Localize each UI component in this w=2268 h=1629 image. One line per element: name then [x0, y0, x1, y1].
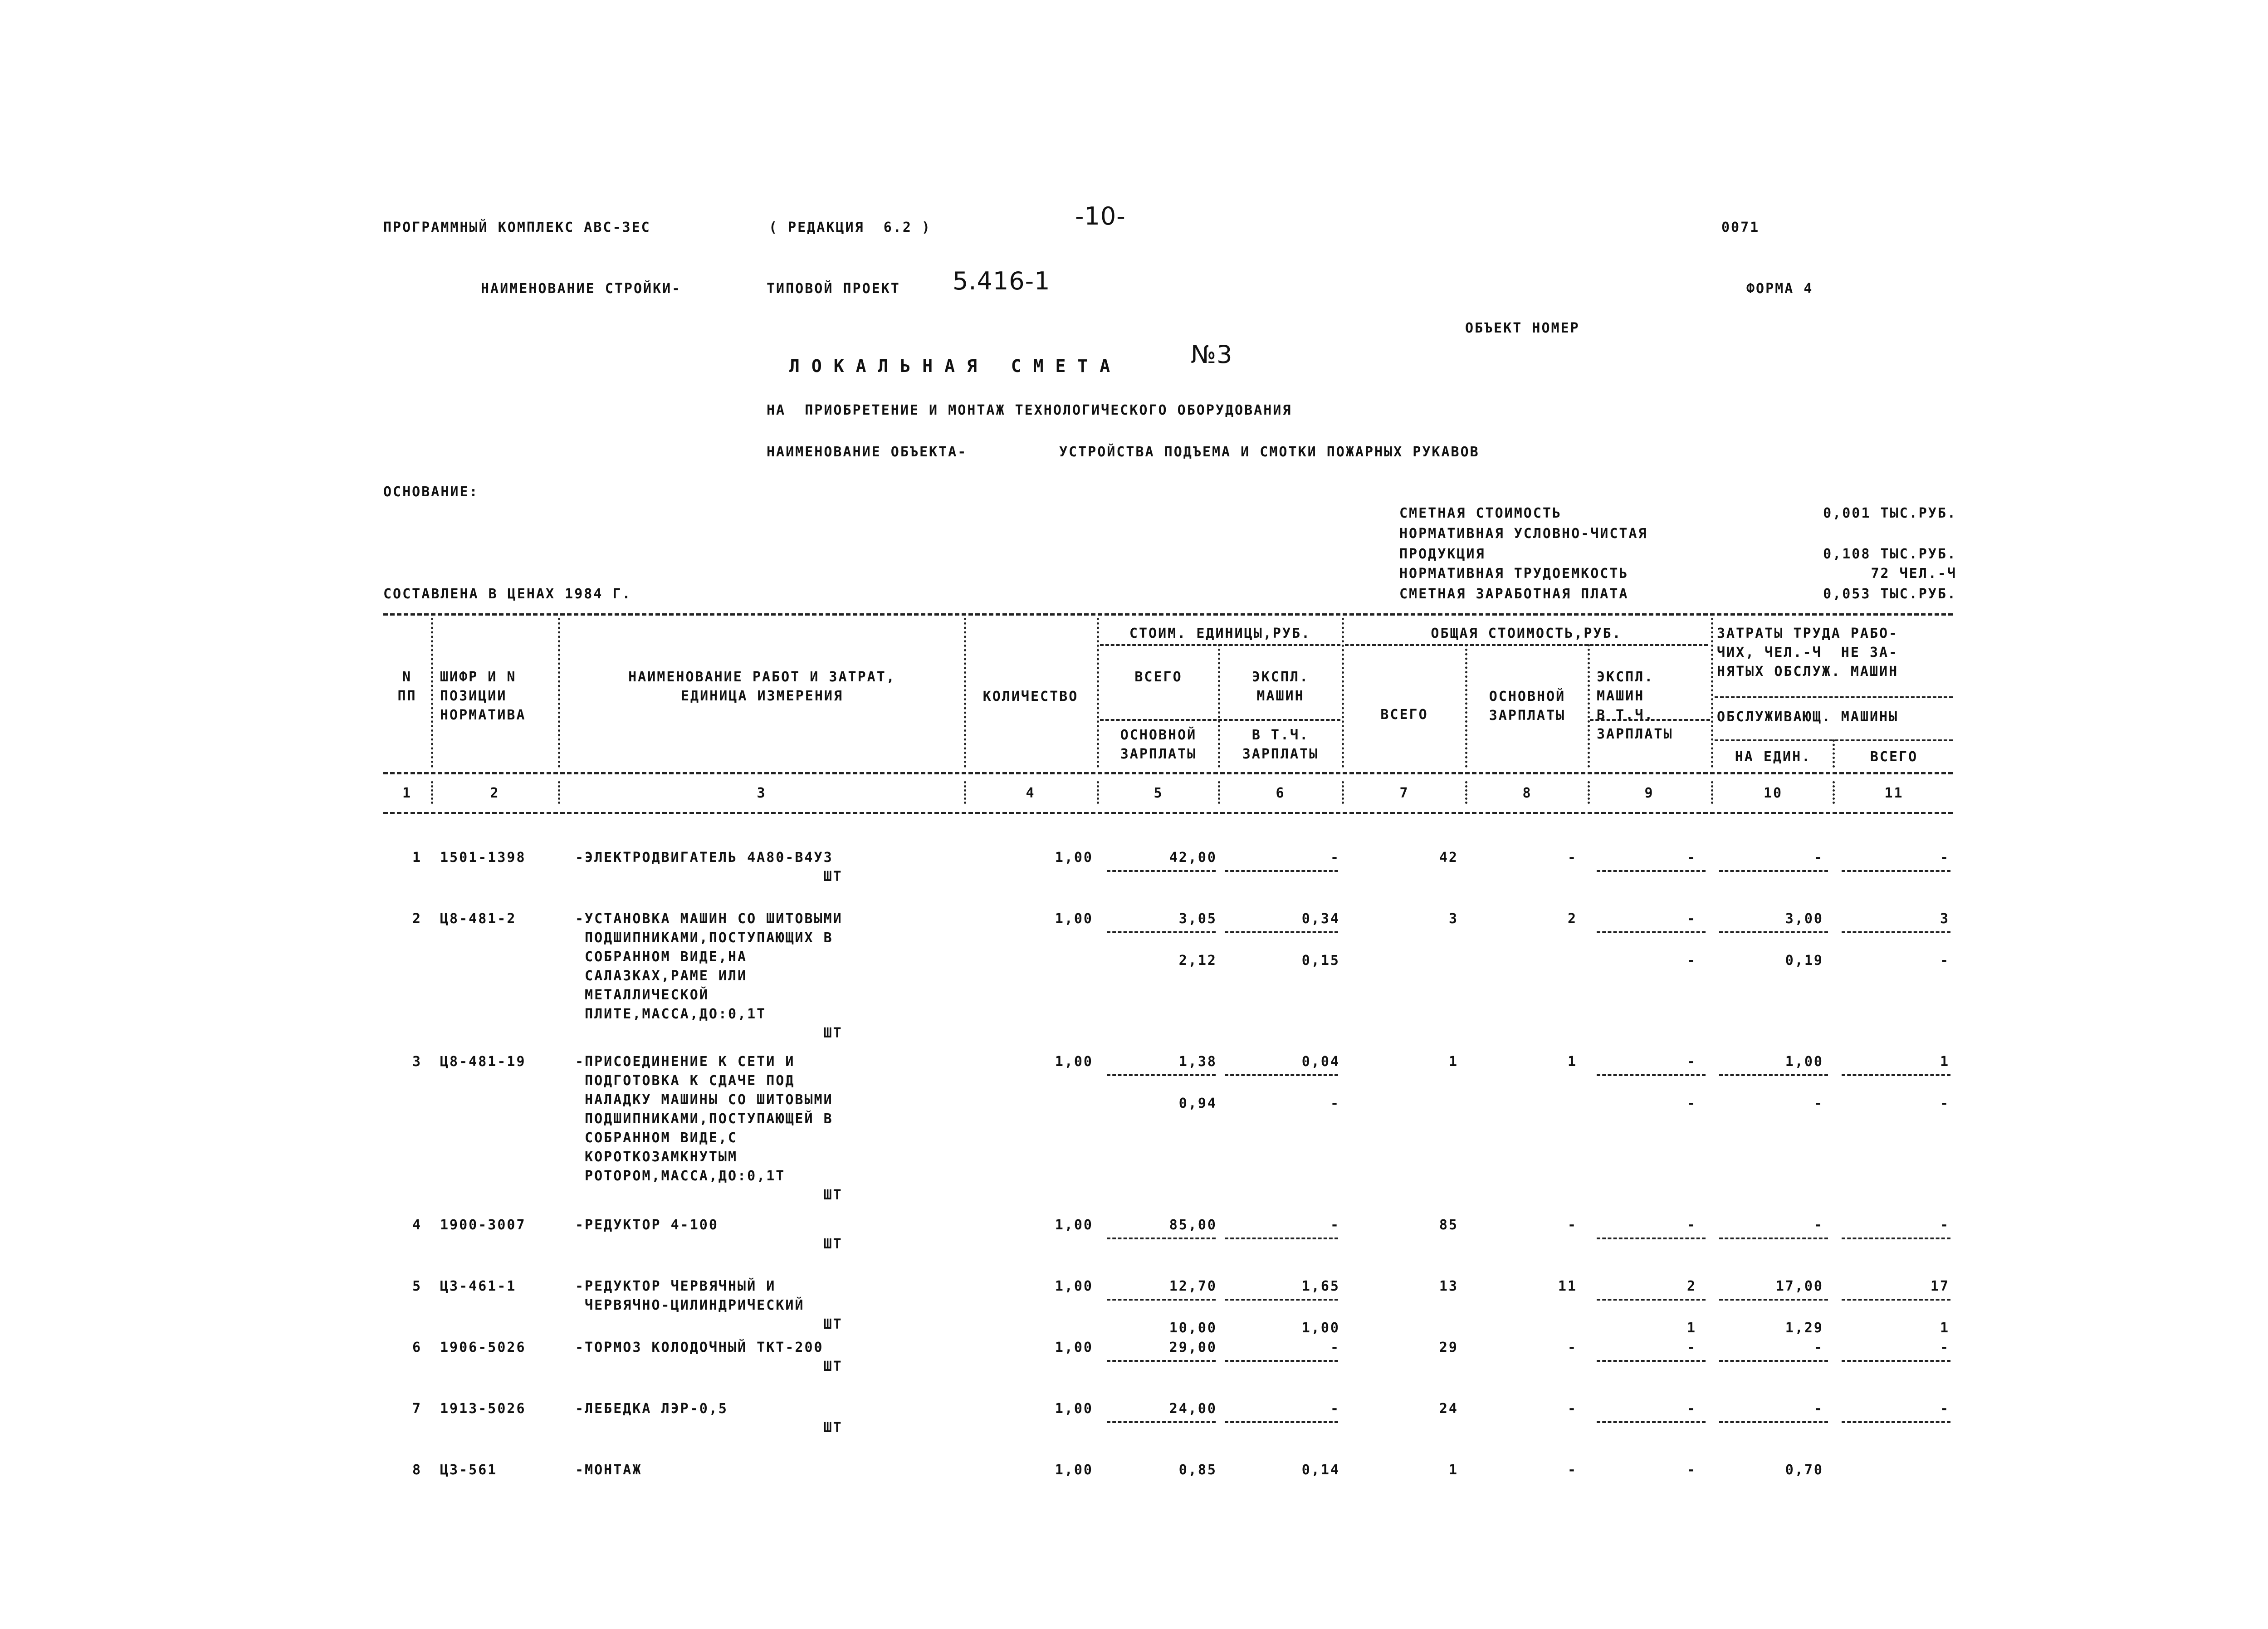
row-labor-unit: -	[1813, 1340, 1823, 1355]
row-code: Ц8-481-2	[440, 911, 517, 927]
row-quantity: 1,00	[1055, 1462, 1093, 1478]
row-unit-machines: -	[1330, 1217, 1340, 1233]
object-label: НАИМЕНОВАНИЕ ОБЪЕКТА-	[767, 444, 968, 460]
row-number: 3	[412, 1054, 422, 1070]
row-labor-unit: -	[1813, 1401, 1823, 1417]
summary-label: НОРМАТИВНАЯ УСЛОВНО-ЧИСТАЯ	[1399, 526, 1648, 542]
row-total: 13	[1439, 1278, 1458, 1294]
row-unit-total: 0,85	[1178, 1462, 1217, 1478]
row-unit-machines: 1,65	[1301, 1278, 1340, 1294]
row-unit-machines: -	[1330, 850, 1340, 866]
row-labor-machines-unit: 1,29	[1785, 1320, 1823, 1336]
header-bottom-rule	[383, 772, 1953, 774]
row-number: 1	[412, 850, 422, 866]
col-num: 4	[1026, 785, 1036, 801]
row-unit-machines: 0,34	[1301, 911, 1340, 927]
row-code: 1906-5026	[440, 1340, 526, 1355]
row-unit-machines: -	[1330, 1401, 1340, 1417]
row-labor-unit: 3,00	[1785, 911, 1823, 927]
row-unit-total: 29,00	[1169, 1340, 1217, 1355]
row-quantity: 1,00	[1055, 911, 1093, 927]
col-header-unit-machine-wage: В Т.Ч. ЗАРПЛАТЫ	[1242, 727, 1319, 762]
row-labor-total: 1	[1940, 1054, 1950, 1070]
row-machine-wage: -	[1686, 953, 1696, 969]
row-quantity: 1,00	[1055, 1217, 1093, 1233]
table-top-rule	[383, 613, 1953, 616]
col-num: 5	[1154, 785, 1163, 801]
row-name: -РЕДУКТОР ЧЕРВЯЧНЫЙ И ЧЕРВЯЧНО-ЦИЛИНДРИЧЕСКИЙ ШТ	[575, 1278, 843, 1332]
row-name: -ТОРМОЗ КОЛОДОЧНЫЙ ТКТ-200 ШТ	[575, 1340, 843, 1375]
row-labor-total: -	[1940, 1401, 1950, 1417]
object-value: УСТРОЙСТВА ПОДЪЕМА И СМОТКИ ПОЖАРНЫХ РУКАВОВ	[1059, 444, 1480, 460]
row-name: -УСТАНОВКА МАШИН СО ШИТОВЫМИ ПОДШИПНИКАМИ,ПОСТУПАЮЩИХ В СОБРАННОМ ВИДЕ,НА САЛАЗКАХ,РАМЕ ИЛИ МЕТАЛЛИЧЕСКОЙ ПЛИТЕ,МАССА,ДО:0,1Т ШТ	[575, 911, 843, 1041]
summary-label: НОРМАТИВНАЯ ТРУДОЕМКОСТЬ	[1399, 566, 1629, 582]
form-label: ФОРМА 4	[1746, 281, 1813, 297]
col-header-labor-machines: ОБСЛУЖИВАЮЩ. МАШИНЫ	[1717, 709, 1899, 725]
row-labor-machines-total: -	[1940, 953, 1950, 969]
row-labor-unit: -	[1813, 850, 1823, 866]
row-name: -РЕДУКТОР 4-100 ШТ	[575, 1217, 843, 1252]
row-unit-wage: 10,00	[1169, 1320, 1217, 1336]
row-total-machines: -	[1686, 1401, 1696, 1417]
row-number: 7	[412, 1401, 422, 1417]
col-header-unit-wage: ОСНОВНОЙ ЗАРПЛАТЫ	[1120, 727, 1197, 762]
row-machine-wage: -	[1686, 1096, 1696, 1111]
row-labor-unit: 0,70	[1785, 1462, 1823, 1478]
row-labor-unit: 17,00	[1775, 1278, 1823, 1294]
row-quantity: 1,00	[1055, 1340, 1093, 1355]
row-labor-unit: 1,00	[1785, 1054, 1823, 1070]
basis-label: ОСНОВАНИЕ:	[383, 484, 479, 500]
col-header-unit-total: ВСЕГО	[1134, 669, 1183, 685]
row-number: 2	[412, 911, 422, 927]
summary-value: 0,053 ТЫС.РУБ.	[1823, 586, 1957, 602]
row-unit-total: 1,38	[1178, 1054, 1217, 1070]
col-num: 3	[757, 785, 767, 801]
row-unit-machine-wage: 0,15	[1301, 953, 1340, 969]
row-labor-total: -	[1940, 1217, 1950, 1233]
row-labor-total: 3	[1940, 911, 1950, 927]
row-machine-wage: 1	[1686, 1320, 1696, 1336]
row-unit-total: 85,00	[1169, 1217, 1217, 1233]
col-header-qty: КОЛИЧЕСТВО	[982, 689, 1079, 704]
col-num: 7	[1399, 785, 1409, 801]
row-total: 1	[1448, 1462, 1458, 1478]
row-number: 5	[412, 1278, 422, 1294]
summary-label: ПРОДУКЦИЯ	[1399, 546, 1486, 562]
row-number: 6	[412, 1340, 422, 1355]
col-header-total-cost: ОБЩАЯ СТОИМОСТЬ,РУБ.	[1431, 626, 1622, 641]
row-total-machines: -	[1686, 911, 1696, 927]
document-subtitle: НА ПРИОБРЕТЕНИЕ И МОНТАЖ ТЕХНОЛОГИЧЕСКОГО ОБОРУДОВАНИЯ	[767, 402, 1292, 418]
object-number: ОБЪЕКТ НОМЕР	[1465, 320, 1580, 336]
row-total-wage: -	[1567, 1462, 1577, 1478]
row-unit-wage: 2,12	[1178, 953, 1217, 969]
row-unit-total: 24,00	[1169, 1401, 1217, 1417]
row-total: 29	[1439, 1340, 1458, 1355]
edition-label: ( РЕДАКЦИЯ 6.2 )	[769, 220, 932, 235]
row-unit-wage: 0,94	[1178, 1096, 1217, 1111]
row-labor-machines-unit: -	[1813, 1096, 1823, 1111]
project-number: 5.416-1	[953, 267, 1051, 295]
col-num: 9	[1644, 785, 1654, 801]
row-code: Ц3-461-1	[440, 1278, 517, 1294]
page-number: -10-	[1075, 202, 1126, 230]
row-quantity: 1,00	[1055, 850, 1093, 866]
row-total-machines: -	[1686, 1217, 1696, 1233]
numbers-bottom-rule	[383, 812, 1953, 814]
row-code: Ц8-481-19	[440, 1054, 526, 1070]
row-unit-total: 42,00	[1169, 850, 1217, 866]
row-labor-total: -	[1940, 850, 1950, 866]
col-num: 8	[1522, 785, 1532, 801]
row-total-machines: -	[1686, 850, 1696, 866]
row-unit-machine-wage: -	[1330, 1096, 1340, 1111]
stroyka-value: ТИПОВОЙ ПРОЕКТ	[767, 281, 900, 297]
col-header-total-wage: ОСНОВНОЙ ЗАРПЛАТЫ	[1489, 689, 1566, 724]
summary-value: 0,001 ТЫС.РУБ.	[1823, 505, 1957, 521]
col-num: 2	[490, 785, 500, 801]
row-total-wage: 1	[1567, 1054, 1577, 1070]
summary-label: СМЕТНАЯ СТОИМОСТЬ	[1399, 505, 1562, 521]
col-header-total-machines: ЭКСПЛ. МАШИН В Т.Ч. ЗАРПЛАТЫ	[1597, 669, 1673, 742]
col-header-total: ВСЕГО	[1380, 707, 1428, 723]
row-total-wage: 11	[1558, 1278, 1577, 1294]
row-total: 42	[1439, 850, 1458, 866]
row-code: Ц3-561	[440, 1462, 498, 1478]
row-name: -ЛЕБЕДКА ЛЭР-0,5 ШТ	[575, 1401, 843, 1436]
row-code: 1913-5026	[440, 1401, 526, 1417]
row-unit-total: 3,05	[1178, 911, 1217, 927]
row-code: 1900-3007	[440, 1217, 526, 1233]
col-header-name: НАИМЕНОВАНИЕ РАБОТ И ЗАТРАТ, ЕДИНИЦА ИЗМЕРЕНИЯ	[628, 669, 896, 704]
col-header-labor-total: ВСЕГО	[1870, 749, 1918, 765]
row-labor-machines-total: -	[1940, 1096, 1950, 1111]
col-header-unit-machines: ЭКСПЛ. МАШИН	[1251, 669, 1310, 704]
row-name: -ПРИСОЕДИНЕНИЕ К СЕТИ И ПОДГОТОВКА К СДАЧЕ ПОД НАЛАДКУ МАШИНЫ СО ШИТОВЫМИ ПОДШИПНИКАМИ,ПОСТУПАЮЩЕЙ В СОБРАННОМ ВИДЕ,С КОРОТКОЗАМКНУТЫМ РОТОРОМ,МАССА,ДО:0,1Т ШТ	[575, 1054, 843, 1203]
title-number: №3	[1191, 340, 1233, 369]
row-labor-machines-unit: 0,19	[1785, 953, 1823, 969]
row-total-machines: -	[1686, 1054, 1696, 1070]
row-total-wage: -	[1567, 1340, 1577, 1355]
row-total-machines: 2	[1686, 1278, 1696, 1294]
stroyka-label: НАИМЕНОВАНИЕ СТРОЙКИ-	[481, 281, 682, 297]
program-name: ПРОГРАММНЫЙ КОМПЛЕКС АВС-3ЕС	[383, 220, 651, 235]
col-header-per-unit: НА ЕДИН.	[1735, 749, 1812, 765]
row-unit-machines: 0,14	[1301, 1462, 1340, 1478]
row-total-machines: -	[1686, 1340, 1696, 1355]
row-labor-total: 17	[1930, 1278, 1950, 1294]
col-num: 1	[402, 785, 412, 801]
summary-label: СМЕТНАЯ ЗАРАБОТНАЯ ПЛАТА	[1399, 586, 1629, 602]
row-code: 1501-1398	[440, 850, 526, 866]
row-total: 3	[1448, 911, 1458, 927]
row-total-wage: -	[1567, 1401, 1577, 1417]
col-num: 6	[1276, 785, 1286, 801]
row-labor-machines-total: 1	[1940, 1320, 1950, 1336]
summary-value: 0,108 ТЫС.РУБ.	[1823, 546, 1957, 562]
col-num: 11	[1884, 785, 1904, 801]
row-quantity: 1,00	[1055, 1278, 1093, 1294]
document-title: ЛОКАЛЬНАЯ СМЕТА	[789, 356, 1122, 376]
row-total-wage: 2	[1567, 911, 1577, 927]
col-num: 10	[1763, 785, 1783, 801]
row-labor-unit: -	[1813, 1217, 1823, 1233]
row-unit-machine-wage: 1,00	[1301, 1320, 1340, 1336]
row-labor-total: -	[1940, 1340, 1950, 1355]
row-total-wage: -	[1567, 850, 1577, 866]
row-quantity: 1,00	[1055, 1401, 1093, 1417]
col-header-labor: ЗАТРАТЫ ТРУДА РАБО- ЧИХ, ЧЕЛ.-Ч НЕ ЗА- НЯТЫХ ОБСЛУЖ. МАШИН	[1717, 626, 1899, 680]
document-code: 0071	[1721, 220, 1760, 235]
row-unit-machines: 0,04	[1301, 1054, 1340, 1070]
row-number: 4	[412, 1217, 422, 1233]
row-unit-machines: -	[1330, 1340, 1340, 1355]
row-total-machines: -	[1686, 1462, 1696, 1478]
col-header-code: ШИФР И N ПОЗИЦИИ НОРМАТИВА	[440, 669, 526, 723]
row-total: 85	[1439, 1217, 1458, 1233]
row-quantity: 1,00	[1055, 1054, 1093, 1070]
summary-value: 72 ЧЕЛ.-Ч	[1871, 566, 1957, 582]
row-name: -МОНТАЖ	[575, 1462, 642, 1478]
col-header-unit-cost: СТОИМ. ЕДИНИЦЫ,РУБ.	[1129, 626, 1311, 641]
row-total: 1	[1448, 1054, 1458, 1070]
prices-label: СОСТАВЛЕНА В ЦЕНАХ 1984 Г.	[383, 586, 632, 602]
row-total-wage: -	[1567, 1217, 1577, 1233]
row-total: 24	[1439, 1401, 1458, 1417]
row-unit-total: 12,70	[1169, 1278, 1217, 1294]
col-header-n: N ПП	[397, 669, 417, 704]
row-number: 8	[412, 1462, 422, 1478]
row-name: -ЭЛЕКТРОДВИГАТЕЛЬ 4А80-В4У3 ШТ	[575, 850, 843, 885]
